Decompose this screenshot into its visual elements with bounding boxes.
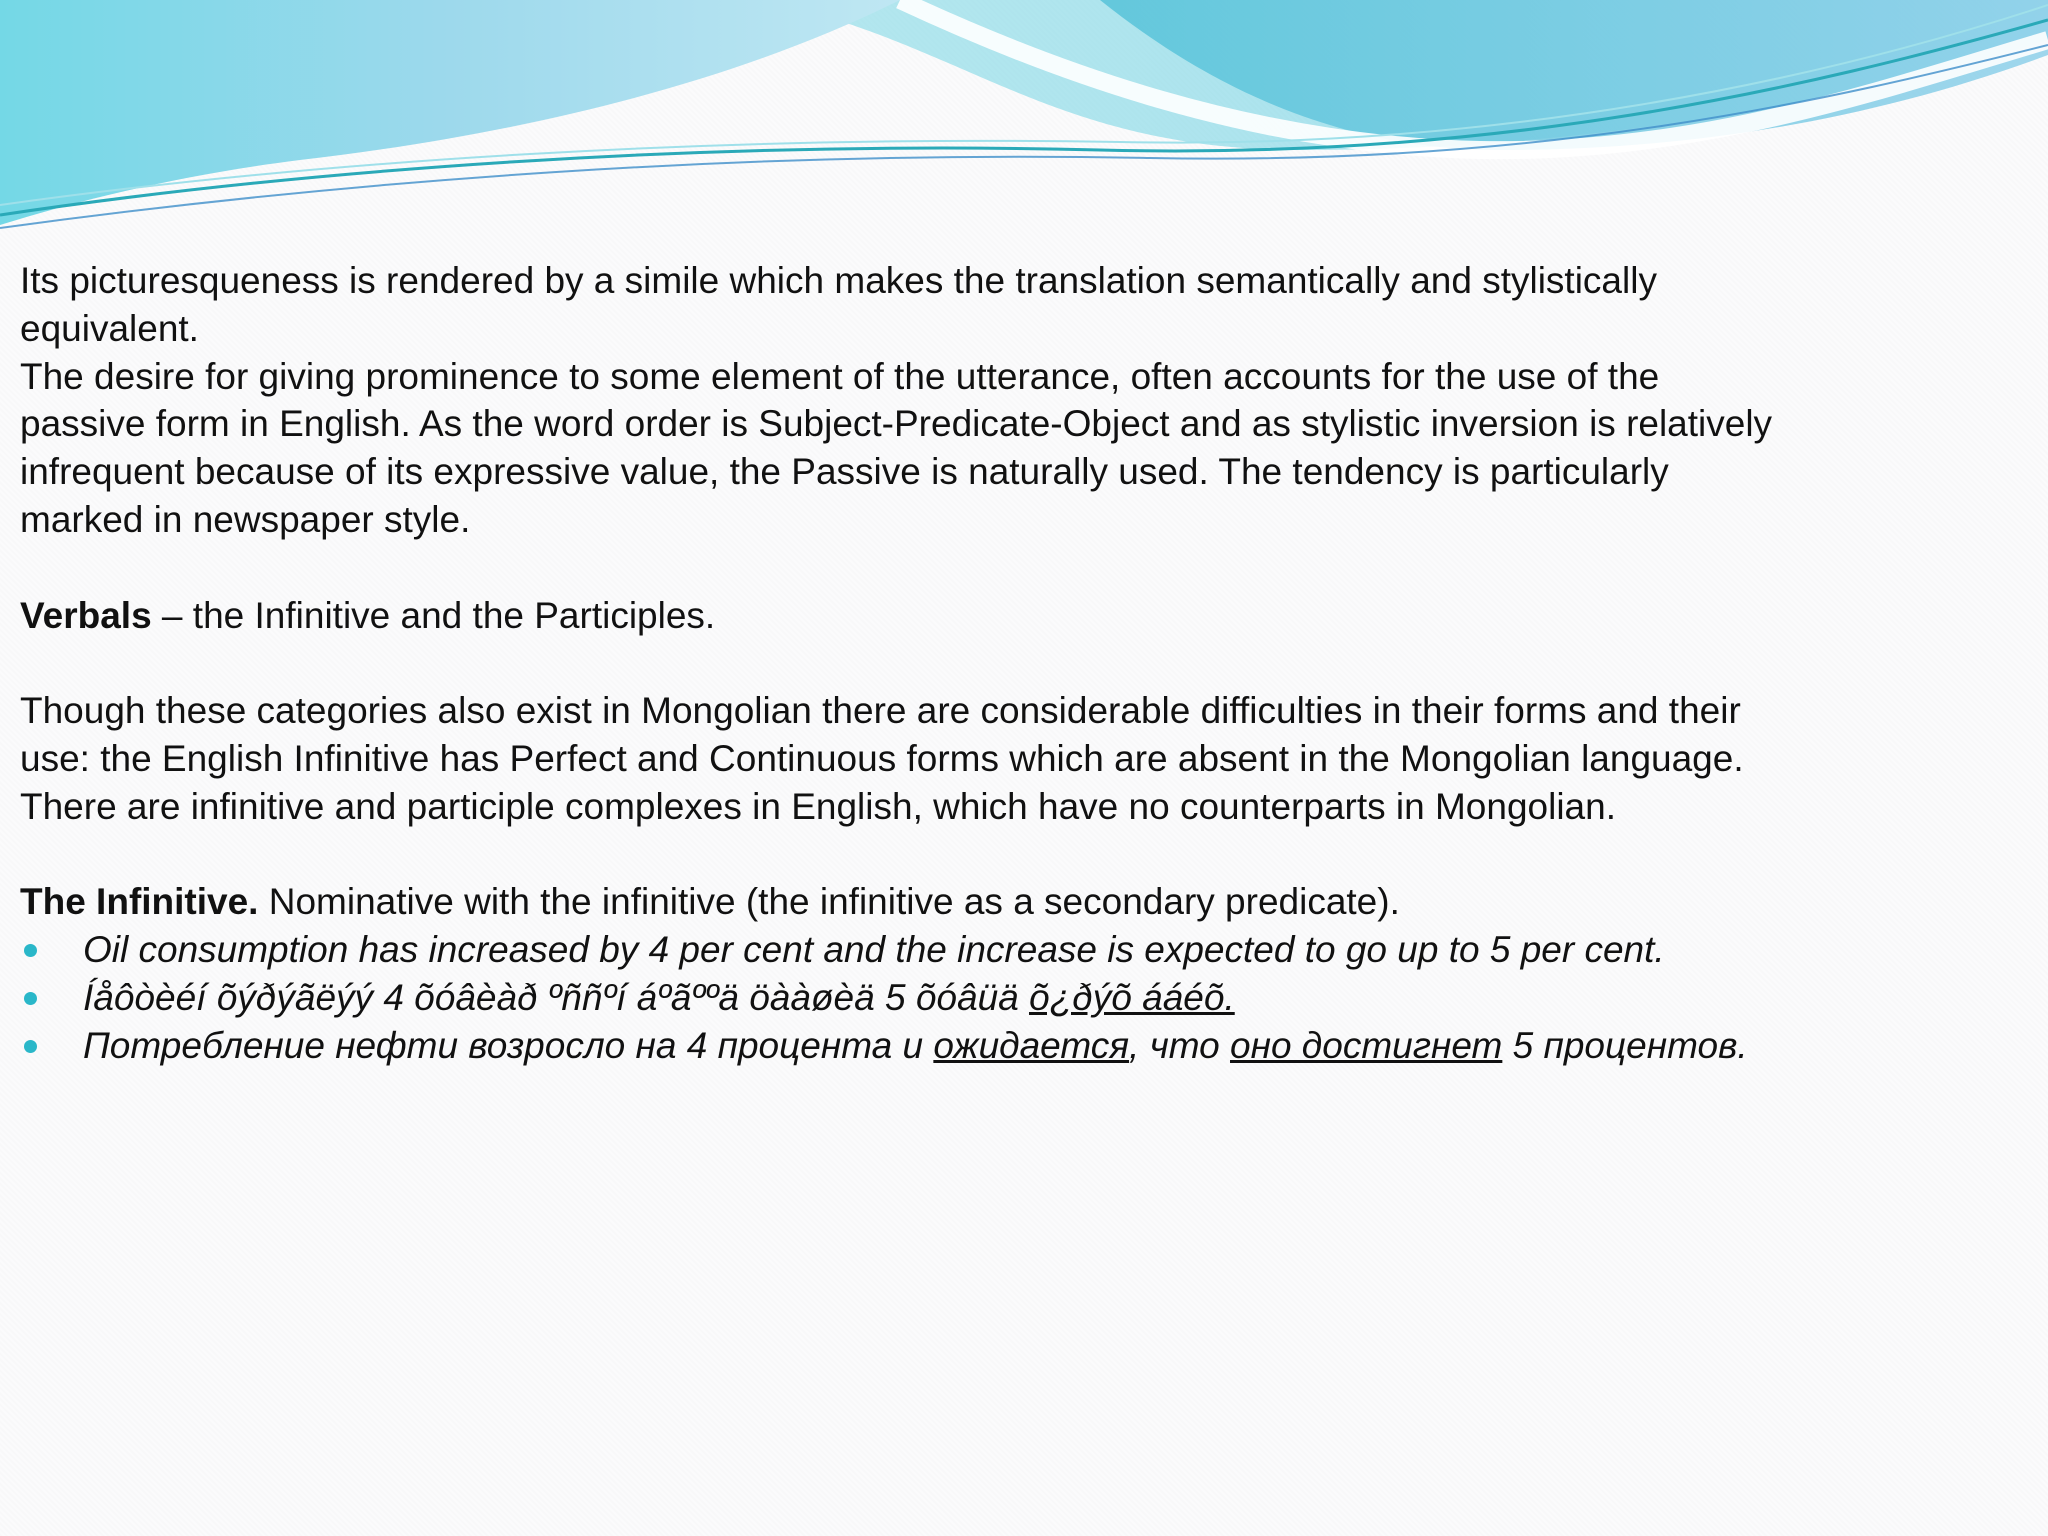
paragraph-simile: Its picturesqueness is rendered by a simile which makes the translation semantically and stylistically equivalent. xyxy=(20,260,1657,349)
paragraph-mongolian: Though these categories also exist in Mongolian there are considerable difficulties in their forms and their use: the English Infinitive has Perfect and Continuous forms which are absent in the Mongolian language. There are infinitive and participle complexes in English, which have no counterparts in Mongolian. xyxy=(20,690,1744,827)
infinitive-description: Nominative with the infinitive (the infinitive as a secondary predicate). xyxy=(258,881,1400,923)
spacer xyxy=(20,639,1780,687)
wave-band-left xyxy=(0,0,900,225)
list-item-russian xyxy=(20,1022,1780,1066)
heading-verbals xyxy=(20,592,1780,640)
bullet-dot-icon xyxy=(24,944,37,957)
spacer xyxy=(20,831,1780,879)
heading-infinitive xyxy=(20,878,1780,926)
example-russian-underlined-2: оно достигнет xyxy=(1230,1024,1503,1066)
header-wave-decoration xyxy=(0,0,2048,240)
list-item-english xyxy=(20,926,1780,974)
infinitive-term: The Infinitive. xyxy=(20,881,259,923)
example-russian-part-b: , что xyxy=(1129,1024,1231,1066)
bullet-dot-icon xyxy=(24,1040,37,1053)
example-russian-underlined-1: ожидается xyxy=(933,1024,1130,1066)
verbals-description: – the Infinitive and the Participles. xyxy=(151,594,716,636)
slide-body xyxy=(20,257,1780,1066)
verbals-term: Verbals xyxy=(20,594,152,636)
paragraph-passive: The desire for giving prominence to some element of the utterance, often accounts for the use of the passive form in English. As the word order is Subject-Predicate-Object and as stylistic inversion is relatively infrequent because of its expressive value, the Passive is naturally used. The tendency is particularly marked in newspaper style. xyxy=(20,355,1773,540)
example-mongolian: Íåôòèéí õýðýãëýý 4 õóâèàð ºññºí áºãººä öààøèä 5 õóâüä xyxy=(83,976,1030,1018)
spacer xyxy=(20,544,1780,592)
example-list xyxy=(20,926,1780,1066)
example-mongolian-underlined: õ¿ðýõ ááéõ. xyxy=(1029,976,1235,1018)
bullet-dot-icon xyxy=(24,992,37,1005)
example-russian-part-a: Потребление нефти возросло на 4 процента и xyxy=(83,1024,934,1066)
list-item-mongolian xyxy=(20,974,1780,1022)
example-russian-part-c: 5 процентов. xyxy=(1502,1024,1748,1066)
example-english: Oil consumption has increased by 4 per cent and the increase is expected to go up to 5 per cent. xyxy=(83,929,1665,971)
